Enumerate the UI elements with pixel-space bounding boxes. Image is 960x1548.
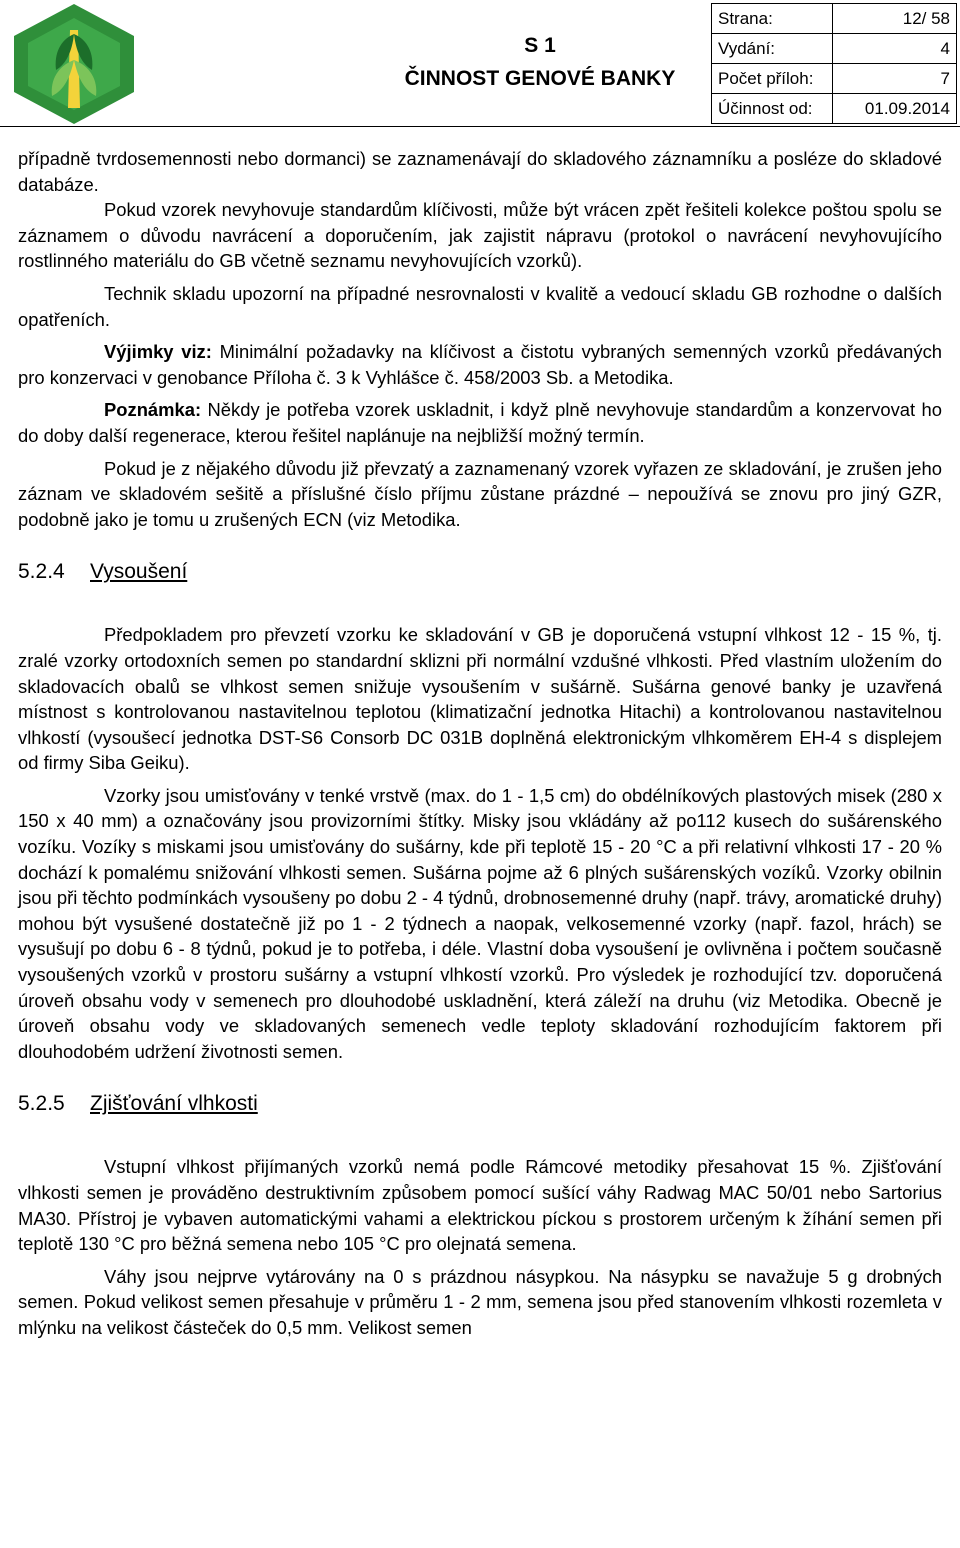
document-body <box>18 146 942 1341</box>
paragraph-drying-process: Vzorky jsou umisťovány v tenké vrstvě (max. do 1 - 1,5 cm) do obdélníkových plastových misek (280 x 150 x 40 mm) a označovány jsou provizorními štítky. Misky jsou vkládány až po112 kusech do sušárenského vozíku. Vozíky s miskami jsou umisťovány do sušárny, kde při teplotě 15 - 20 °C a při relativní vlhkosti 17 - 20 % dochází k pomalému snižování vlhkosti semen. Sušárna pojme až 6 plných sušárenských vozíků. Vzorky obilnin jsou při těchto podmínkách vysoušeny po dobu 2 - 4 týdnů, drobnosemenné druhy (např. trávy, aromatické druhy) mohou být vysušené dostatečně již po 1 - 2 týdnech a naopak, velkosemenné vzorky (např. fazol, hrách) se vysušují po dobu 6 - 8 týdnů, pokud je to potřeba, i déle. Vlastní doba vysoušení je ovlivněna i počtem současně vysoušených vzorků v prostoru sušárny a vstupní vlhkostí vzorků. Pro výsledek je rozhodující tzv. doporučená úroveň obsahu vody v semenech pro dlouhodobé uskladnění, která záleží na druhu (viz Metodika. Obecně je úroveň obsahu vody ve skladovaných semenech vedle teploty skladování rozhodujícím faktorem při dlouhodobém udržení životnosti semen. <box>18 784 942 1062</box>
paragraph-note <box>18 397 942 448</box>
paragraph-continuation: případně tvrdosemennosti nebo dormanci) se zaznamenávají do skladového záznamníku a posléze do skladové databáze. <box>18 148 942 195</box>
paragraph-technician: Technik skladu upozorní na případné nesrovnalosti v kvalitě a vedoucí skladu GB rozhodne o dalších opatřeních. <box>18 282 942 330</box>
meta-row-page <box>712 4 957 34</box>
exceptions-label: Výjimky viz: <box>104 341 212 363</box>
logo <box>0 0 148 126</box>
paragraph-return-sample: Pokud vzorek nevyhovuje standardům klíčivosti, může být vrácen zpět řešiteli kolekce poštou spolu se záznamem o důvodu navrácení a doporučením, jak zajistit nápravu (protokol o navrácení nevyhovujícího rostlinného materiálu do GB včetně seznamu nevyhovujících vzorků). <box>18 199 942 272</box>
section-heading-drying <box>18 557 942 587</box>
paragraph-drying-intro: Předpokladem pro převzetí vzorku ke skladování v GB je doporučená vstupní vlhkost 12 - 15 %, tj. zralé vzorky ortodoxních semen po standardní sklizni při normální vzdušné vlhkosti. Před vlastním uložením do skladovacích obalů se vlhkost semen snižuje vysoušením v sušárně. Sušárna genové banky je uzavřená místnost s kontrolovanou nastavitelnou teplotou (klimatizační jednotka Hitachi) a kontrolovanou nastavitelnou vlhkostí (vysoušecí jednotka DST-S6 Consorb DC 031B doplněná elektronickým vlhkoměrem EH-4 s displejem od firmy Siba Geiku). <box>18 624 942 774</box>
note-label: Poznámka: <box>104 399 202 421</box>
section-number: 5.2.5 <box>18 1092 65 1116</box>
meta-value: 4 <box>833 34 957 64</box>
paragraph-moisture-scale: Váhy jsou nejprve vytárovány na 0 s prázdnou násypkou. Na násypku se navažuje 5 g drobných semen. Pokud velikost semen přesahuje v průměru 1 - 2 mm, semena jsou před stanovením vlhkosti rozemleta v mlýnku na velikost částeček do 0,5 mm. Velikost semen <box>18 1265 942 1338</box>
section-title: Zjišťování vlhkosti <box>90 1092 258 1116</box>
meta-row-effective <box>712 94 957 124</box>
exceptions-text: Minimální požadavky na klíčivost a čistotu vybraných semenných vzorků předávaných pro konzervaci v genobance Příloha č. 3 k Vyhlášce č. 458/2003 Sb. a Metodika. <box>18 341 942 388</box>
paragraph-exceptions <box>18 339 942 390</box>
section-title: Vysoušení <box>90 560 188 584</box>
document-name: ČINNOST GENOVÉ BANKY <box>404 67 676 90</box>
meta-label: Účinnost od: <box>712 94 833 124</box>
meta-row-edition <box>712 34 957 64</box>
header-title <box>370 28 710 94</box>
document-meta-table <box>711 3 957 124</box>
paragraph-removal: Pokud je z nějakého důvodu již převzatý a zaznamenaný vzorek vyřazen ze skladování, je zrušen jeho záznam ve skladovém sešitě a příslušné číslo příjmu zůstane prázdné – nepoužívá se znovu pro jiný GZR, podobně jako je tomu u zrušených ECN (viz Metodika. <box>18 457 942 530</box>
header-divider <box>0 126 960 127</box>
section-heading-moisture <box>18 1089 942 1119</box>
paragraph-moisture-intro: Vstupní vlhkost přijímaných vzorků nemá podle Rámcové metodiky přesahovat 15 %. Zjišťování vlhkosti semen je prováděno destruktivním způsobem pomocí sušící váhy Radwag MAC 50/01 nebo Sartorius MA30. Přístroj je vybaven automatickými vahami a elektrickou píckou s prostorem určeným k žíhání semen při teplotě 130 °C pro běžná semena nebo 105 °C pro olejnatá semena. <box>18 1156 942 1255</box>
meta-value: 7 <box>833 64 957 94</box>
document-code: S 1 <box>524 34 556 57</box>
meta-label: Počet příloh: <box>712 64 833 94</box>
meta-row-attachments <box>712 64 957 94</box>
meta-label: Vydání: <box>712 34 833 64</box>
section-number: 5.2.4 <box>18 560 65 584</box>
meta-label: Strana: <box>712 4 833 34</box>
gene-bank-logo-icon <box>0 0 148 126</box>
note-text: Někdy je potřeba vzorek uskladnit, i když plně nevyhovuje standardům a konzervovat ho do doby další regenerace, kterou řešitel naplánuje na nejbližší možný termín. <box>18 399 942 446</box>
meta-value: 01.09.2014 <box>833 94 957 124</box>
meta-value: 12/ 58 <box>833 4 957 34</box>
document-header <box>0 0 960 126</box>
